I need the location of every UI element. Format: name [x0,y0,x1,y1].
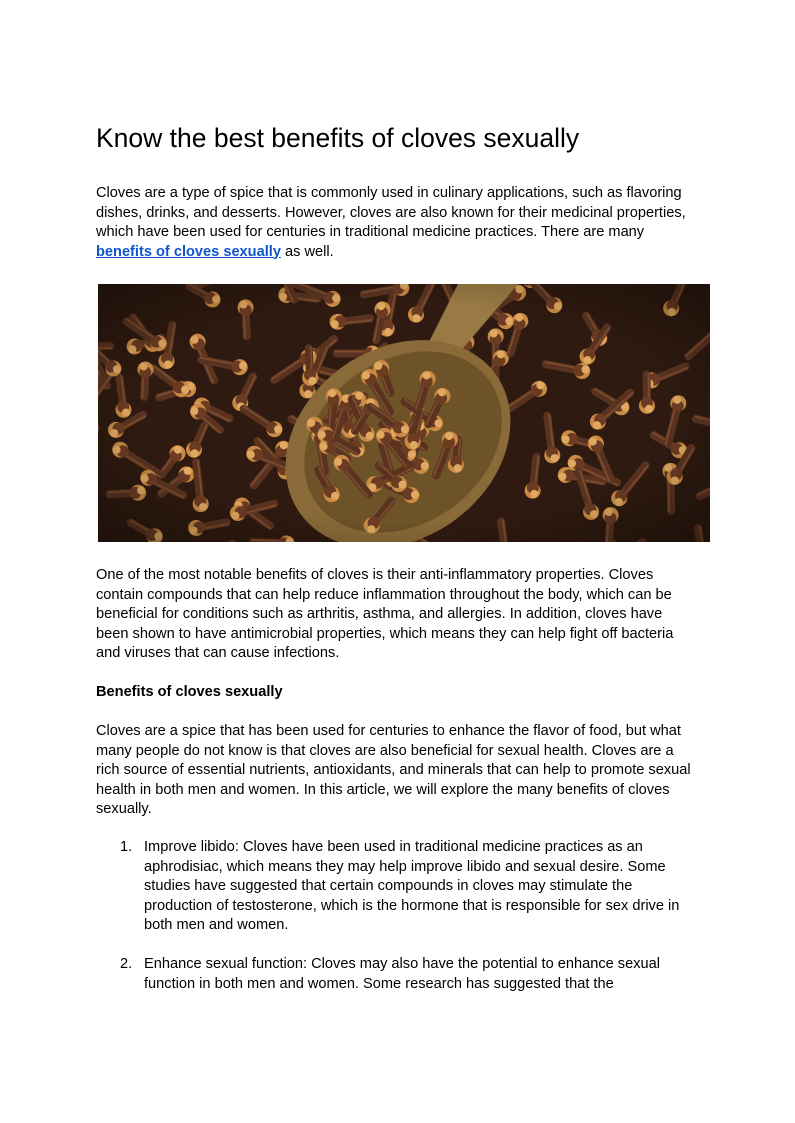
list-line: Enhance sexual function: Cloves may also have the potential to enhance sexual [144,956,660,972]
paragraph-line: been shown to have antimicrobial properties, which means they can help fight off bacteria [96,625,674,642]
intro-tail: as well. [280,243,334,260]
list-line: studies have suggested that certain compounds in cloves may stimulate the [144,878,633,894]
anti-inflammatory-paragraph [96,566,710,664]
sexual-health-paragraph [96,722,710,820]
list-number: 1. [120,839,133,855]
paragraph-line: rich source of essential nutrients, antioxidants, and minerals that can help to promote sexual [96,762,691,778]
paragraph-line: sexually. [96,801,152,817]
benefits-link[interactable]: benefits of cloves sexually [96,243,281,260]
paragraph-line: health in both men and women. In this article, we will explore the many benefits of cloves [96,781,670,798]
paragraph-line: many people do not know is that cloves are also beneficial for sexual health. Cloves are a [96,742,674,759]
page-title: Know the best benefits of cloves sexually [96,123,580,153]
intro-line: Cloves are a type of spice that is commonly used in culinary applications, such as flavoring [96,185,682,201]
paragraph-line: contain compounds that can help reduce inflammation throughout the body, which can be [96,586,672,603]
paragraph-line: and viruses that can cause infections. [96,645,340,661]
list-line: production of testosterone, which is the hormone that is responsible for sex drive in [144,897,680,914]
list-line: function in both men and women. Some research has suggested that the [144,975,614,992]
list-line: both men and women. [144,917,289,933]
intro-line-last [96,243,710,263]
list-line: Improve libido: Cloves have been used in traditional medicine practices as an [144,839,643,855]
intro-line: which have been used for centuries in traditional medicine practices. There are many [96,224,645,240]
paragraph-line: One of the most notable benefits of cloves is their anti-inflammatory properties. Cloves [96,567,654,583]
cloves-photo [98,284,710,542]
intro-paragraph [96,184,710,262]
list-item [96,838,710,936]
paragraph-line: beneficial for conditions such as arthritis, asthma, and allergies. In addition, cloves have [96,606,663,622]
benefits-list [96,838,710,994]
cloves-image [98,284,710,542]
list-line: aphrodisiac, which means they may help improve libido and sexual desire. Some [144,858,666,875]
list-number: 2. [120,956,133,972]
paragraph-line: Cloves are a spice that has been used for centuries to enhance the flavor of food, but what [96,723,681,739]
list-item [96,955,710,994]
section-heading: Benefits of cloves sexually [96,684,283,700]
intro-line: dishes, drinks, and desserts. However, cloves are also known for their medicinal properties, [96,204,686,221]
